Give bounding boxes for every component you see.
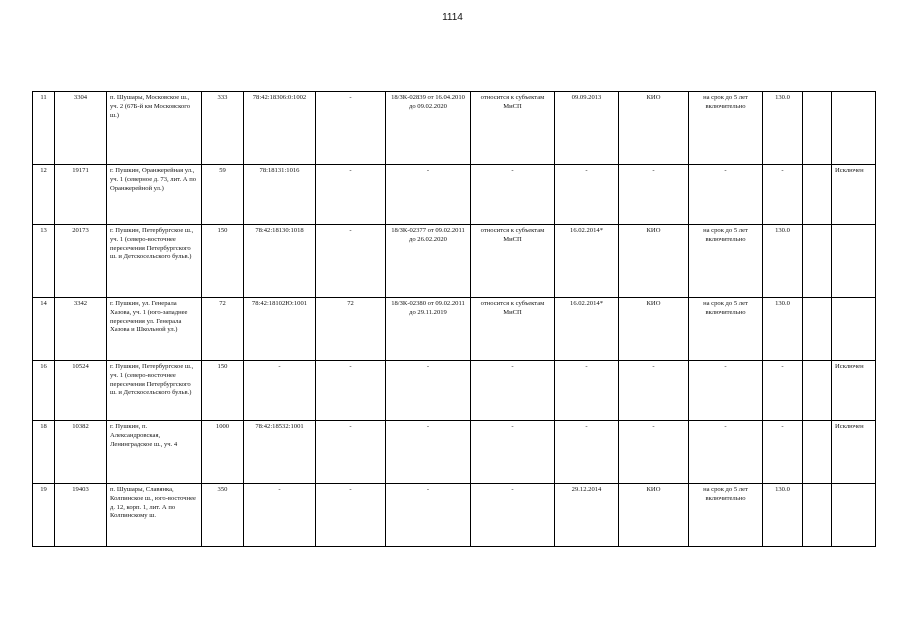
contract-cell: - [386, 421, 471, 484]
row-number: 16 [33, 361, 55, 421]
property-cell: - [471, 421, 555, 484]
price-cell: - [763, 361, 803, 421]
cadastral-number: 78:42:18306:0:1002 [244, 92, 316, 165]
area-second-cell: 72 [316, 298, 386, 361]
note-cell [832, 484, 876, 547]
empty-cell [803, 298, 832, 361]
cadastral-number: - [244, 361, 316, 421]
area-cell: 72 [202, 298, 244, 361]
registry-table [32, 91, 876, 547]
empty-cell [803, 361, 832, 421]
row-number: 11 [33, 92, 55, 165]
registry-number: 3342 [55, 298, 107, 361]
table-row [33, 484, 876, 547]
registry-number: 19403 [55, 484, 107, 547]
date-cell: 16.02.2014* [555, 298, 619, 361]
property-cell: относится к субъектам МиСП [471, 298, 555, 361]
property-cell: относится к субъектам МиСП [471, 225, 555, 298]
term-cell: на срок до 5 лет включительно [689, 484, 763, 547]
address-cell: г. Пушкин, п. Александровская, Ленинградское ш., уч. 4 [107, 421, 202, 484]
area-second-cell: - [316, 484, 386, 547]
contract-cell: 18/ЗК-02377 от 09.02.2011 до 26.02.2020 [386, 225, 471, 298]
cadastral-number: 78:42:18102Ю:1001 [244, 298, 316, 361]
cadastral-number: 78:42:18130:1018 [244, 225, 316, 298]
price-cell: 130.0 [763, 484, 803, 547]
area-second-cell: - [316, 225, 386, 298]
note-cell [832, 298, 876, 361]
table-row [33, 92, 876, 165]
address-cell: г. Пушкин, Петербургское ш., уч. 1 (северо-восточнее пересечения Петербургского ш. и Детскосельского бульв.) [107, 225, 202, 298]
table-row [33, 225, 876, 298]
property-cell: - [471, 484, 555, 547]
address-cell: г. Пушкин, ул. Генерала Хазова, уч. 1 (юго-западнее пересечения ул. Генерала Хазова и Школьной ул.) [107, 298, 202, 361]
page-number: 1114 [442, 12, 463, 23]
row-number: 13 [33, 225, 55, 298]
contract-cell: - [386, 484, 471, 547]
empty-cell [803, 225, 832, 298]
area-second-cell: - [316, 92, 386, 165]
contract-cell: - [386, 361, 471, 421]
cadastral-number: 78:42:18532:1001 [244, 421, 316, 484]
empty-cell [803, 484, 832, 547]
registry-number: 10382 [55, 421, 107, 484]
date-cell: 29.12.2014 [555, 484, 619, 547]
price-cell: 130.0 [763, 298, 803, 361]
contract-cell: - [386, 165, 471, 225]
term-cell: на срок до 5 лет включительно [689, 225, 763, 298]
date-cell: 16.02.2014* [555, 225, 619, 298]
table-row [33, 298, 876, 361]
term-cell: - [689, 421, 763, 484]
area-second-cell: - [316, 421, 386, 484]
area-cell: 1000 [202, 421, 244, 484]
date-cell: - [555, 421, 619, 484]
organization-cell: КИО [619, 298, 689, 361]
price-cell: - [763, 165, 803, 225]
empty-cell [803, 165, 832, 225]
term-cell: - [689, 165, 763, 225]
organization-cell: - [619, 421, 689, 484]
contract-cell: 18/ЗК-02839 от 16.04.2010 до 09.02.2020 [386, 92, 471, 165]
note-cell: Исключен [832, 361, 876, 421]
area-cell: 150 [202, 225, 244, 298]
area-second-cell: - [316, 361, 386, 421]
registry-rows [33, 92, 876, 547]
note-cell [832, 92, 876, 165]
address-cell: г. Пушкин, Петербургское ш., уч. 1 (северо-восточнее пересечения Петербургского ш. и Детскосельского бульв.) [107, 361, 202, 421]
term-cell: на срок до 5 лет включительно [689, 92, 763, 165]
organization-cell: КИО [619, 484, 689, 547]
area-cell: 333 [202, 92, 244, 165]
row-number: 19 [33, 484, 55, 547]
row-number: 12 [33, 165, 55, 225]
organization-cell: КИО [619, 92, 689, 165]
date-cell: 09.09.2013 [555, 92, 619, 165]
registry-number: 3304 [55, 92, 107, 165]
empty-cell [803, 421, 832, 484]
table-row [33, 361, 876, 421]
price-cell: - [763, 421, 803, 484]
note-cell [832, 225, 876, 298]
area-cell: 350 [202, 484, 244, 547]
area-second-cell: - [316, 165, 386, 225]
note-cell: Исключен [832, 421, 876, 484]
organization-cell: КИО [619, 225, 689, 298]
organization-cell: - [619, 165, 689, 225]
note-cell: Исключен [832, 165, 876, 225]
table-row [33, 165, 876, 225]
organization-cell: - [619, 361, 689, 421]
registry-number: 10524 [55, 361, 107, 421]
date-cell: - [555, 165, 619, 225]
property-cell: относится к субъектам МиСП [471, 92, 555, 165]
price-cell: 130.0 [763, 225, 803, 298]
registry-number: 20173 [55, 225, 107, 298]
area-cell: 59 [202, 165, 244, 225]
empty-cell [803, 92, 832, 165]
term-cell: на срок до 5 лет включительно [689, 298, 763, 361]
price-cell: 130.0 [763, 92, 803, 165]
address-cell: п. Шушары, Славянка, Колпинское ш., юго-восточнее д. 12, корп. 1, лит. А по Колпинскому ш. [107, 484, 202, 547]
row-number: 18 [33, 421, 55, 484]
cadastral-number: 78:18131:1016 [244, 165, 316, 225]
table-row [33, 421, 876, 484]
cadastral-number: - [244, 484, 316, 547]
property-cell: - [471, 361, 555, 421]
address-cell: г. Пушкин, Оранжерейная ул., уч. 1 (северное д. 73, лит. А по Оранжерейной ул.) [107, 165, 202, 225]
address-cell: п. Шушары, Московское ш., уч. 2 (67Б-й км Московского ш.) [107, 92, 202, 165]
area-cell: 150 [202, 361, 244, 421]
contract-cell: 18/ЗК-02380 от 09.02.2011 до 29.11.2019 [386, 298, 471, 361]
row-number: 14 [33, 298, 55, 361]
registry-number: 19171 [55, 165, 107, 225]
property-cell: - [471, 165, 555, 225]
date-cell: - [555, 361, 619, 421]
term-cell: - [689, 361, 763, 421]
